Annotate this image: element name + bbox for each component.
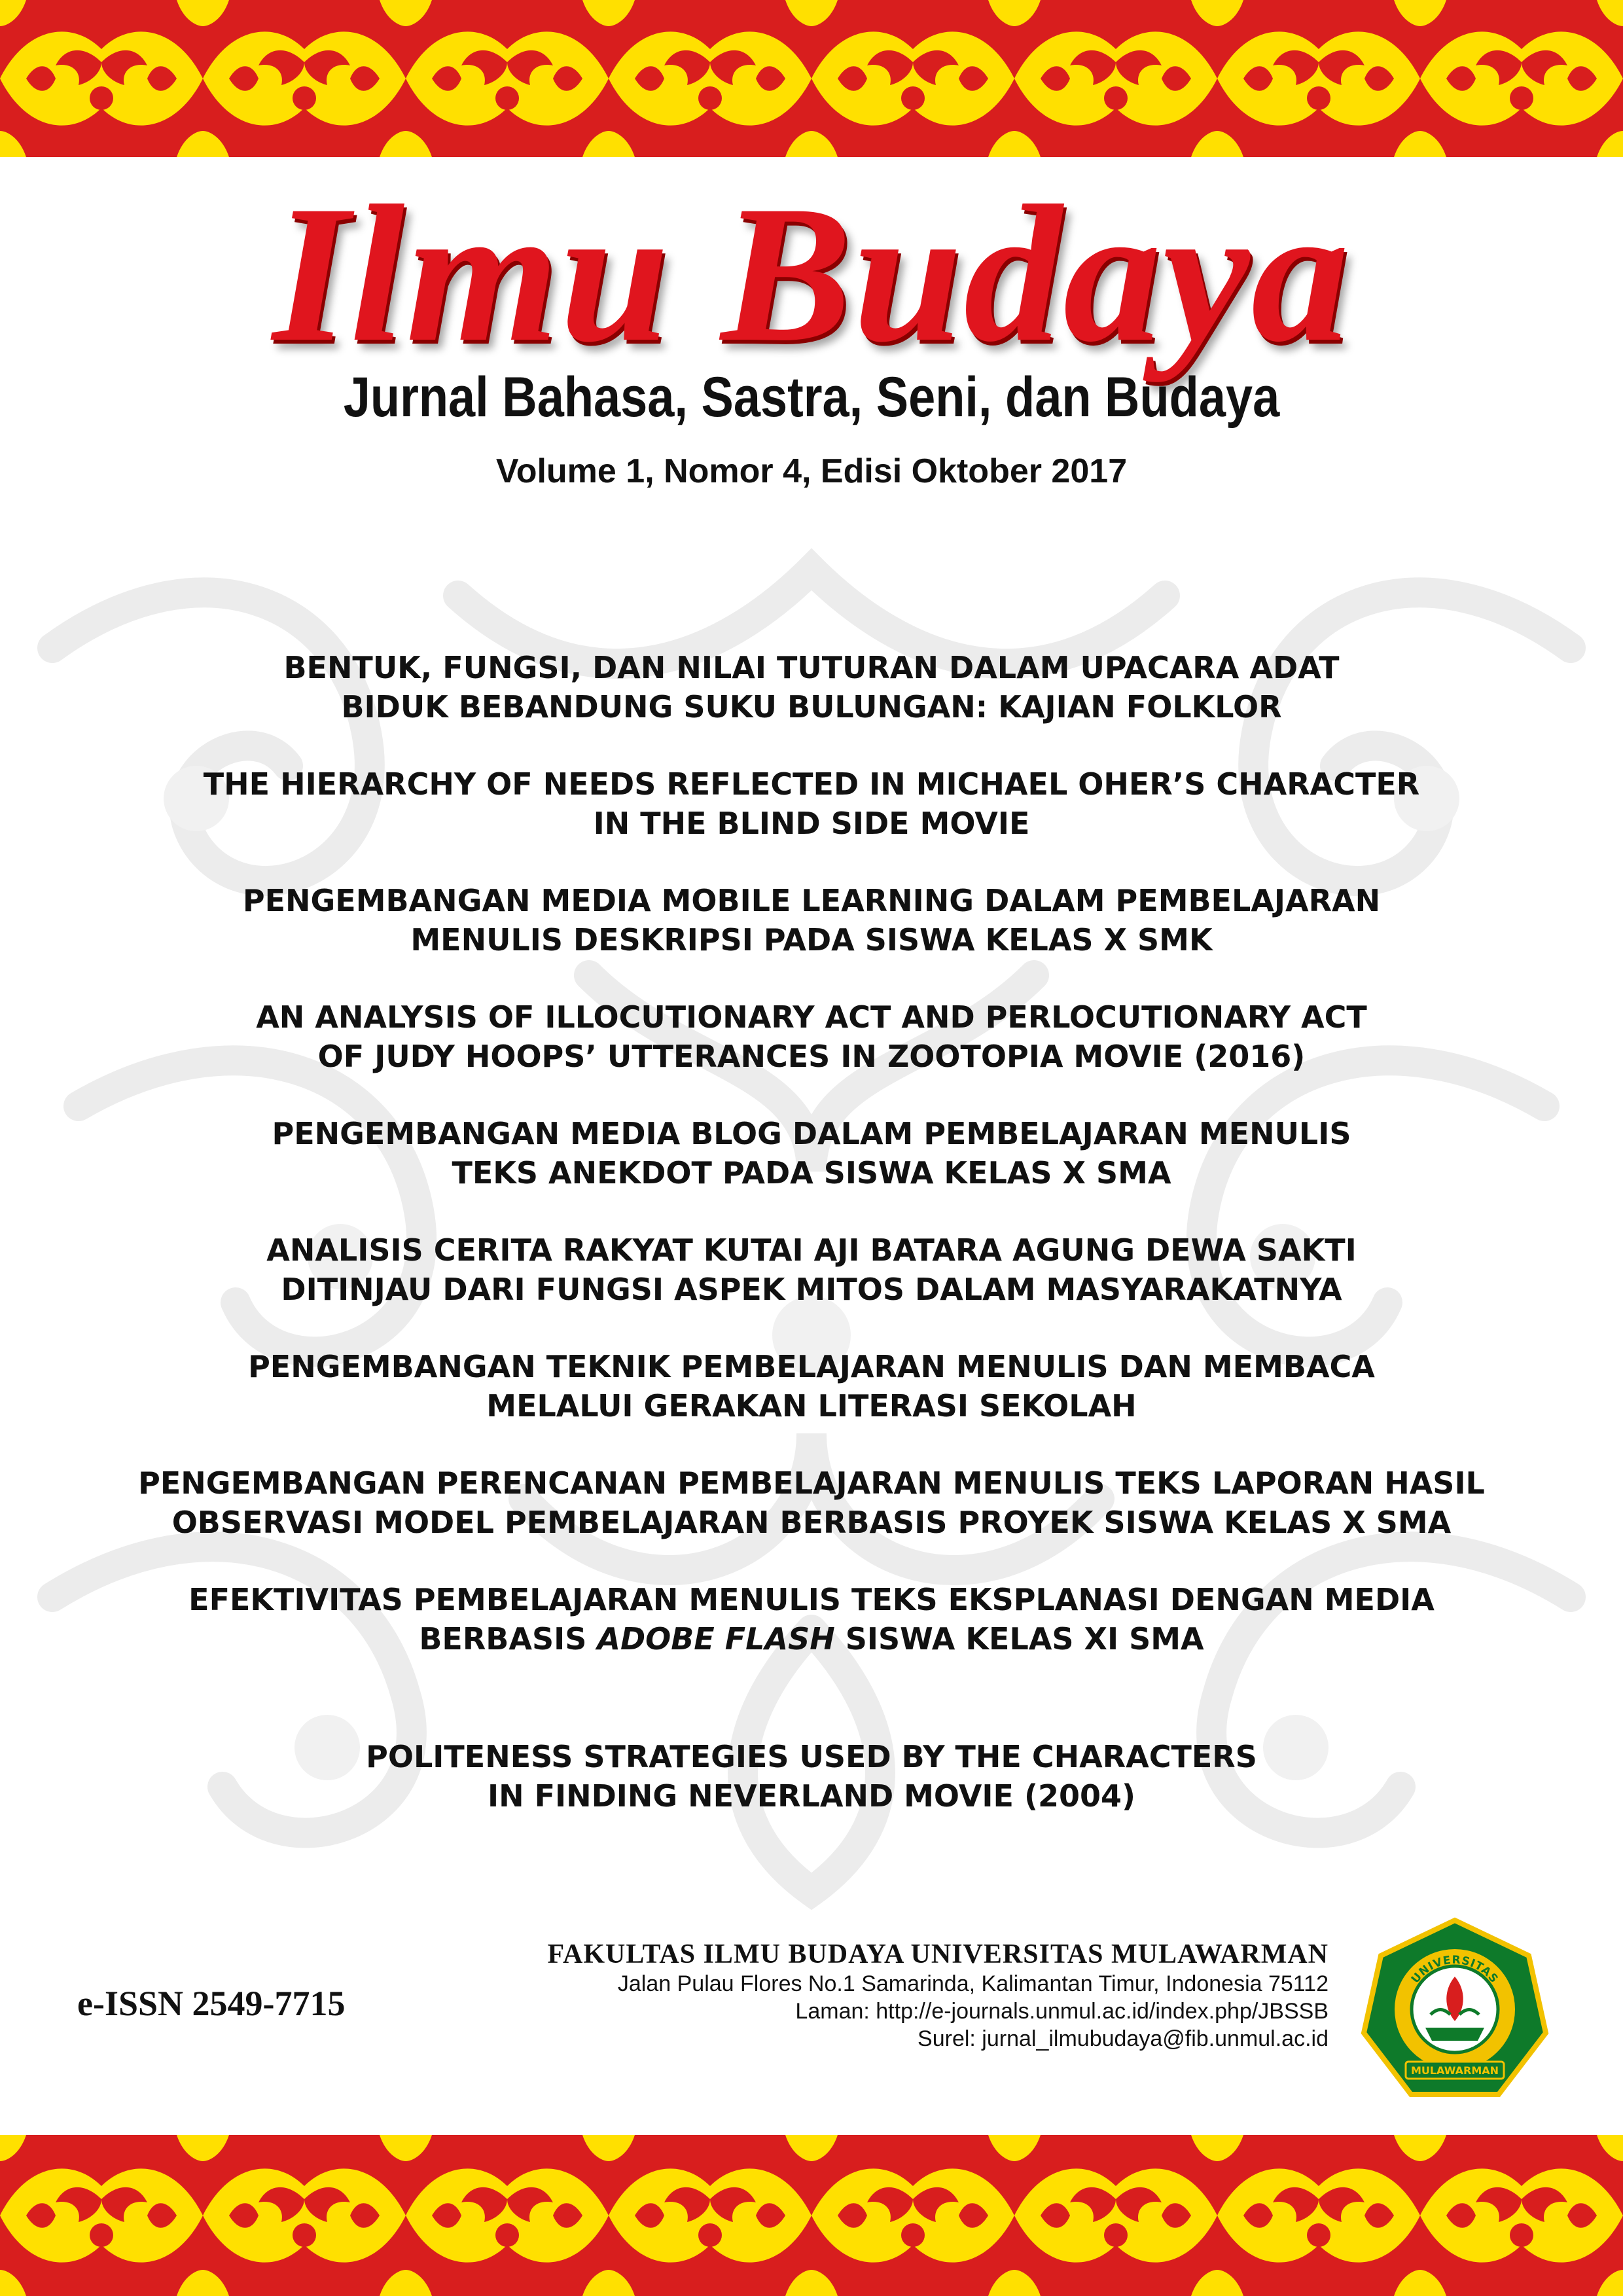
university-crest-icon [1360,1916,1550,2106]
article-line-part: SISWA KELAS XI SMA [834,1621,1204,1657]
article-line-part: BERBASIS [419,1621,597,1657]
issue-info: Volume 1, Nomor 4, Edisi Oktober 2017 [495,452,1128,490]
article-line: DITINJAU DARI FUNGSI ASPEK MITOS DALAM MASYARAKATNYA [281,1272,1342,1307]
article-title [92,1737,1531,1816]
article-line: PENGEMBANGAN PERENCANAN PEMBELAJARAN MENULIS TEKS LAPORAN HASIL [138,1465,1485,1501]
article-line: TEKS ANEKDOT PADA SISWA KELAS X SMA [452,1155,1171,1191]
article-line [92,1619,1531,1659]
article-list [92,648,1531,1854]
publisher-block [547,1939,1329,2053]
article-line: BIDUK BEBANDUNG SUKU BULUNGAN: KAJIAN FOLKLOR [341,689,1282,725]
bottom-ornament-band [0,2135,1623,2296]
crest-top-text: UNIVERSITAS [1408,1953,1501,1986]
article-title [92,1230,1531,1309]
article-title [92,1580,1531,1659]
article-line: PENGEMBANGAN MEDIA BLOG DALAM PEMBELAJARAN MENULIS [272,1116,1351,1151]
article-line: IN FINDING NEVERLAND MOVIE (2004) [487,1778,1136,1814]
article-line: BENTUK, FUNGSI, DAN NILAI TUTURAN DALAM UPACARA ADAT [283,650,1340,685]
article-title [92,1114,1531,1193]
article-title [92,764,1531,843]
article-line: IN THE BLIND SIDE MOVIE [593,806,1030,841]
article-line: PENGEMBANGAN MEDIA MOBILE LEARNING DALAM PEMBELAJARAN [242,883,1381,918]
crest-bottom-text: MULAWARMAN [1410,2064,1499,2077]
article-line: AN ANALYSIS OF ILLOCUTIONARY ACT AND PERLOCUTIONARY ACT [256,999,1367,1035]
article-line-italic: ADOBE FLASH [597,1621,835,1657]
article-title [92,881,1531,960]
journal-subtitle: Jurnal Bahasa, Sastra, Seni, dan Budaya [343,366,1280,429]
article-line: ANALISIS CERITA RAKYAT KUTAI AJI BATARA AGUNG DEWA SAKTI [266,1232,1357,1268]
article-line: MENULIS DESKRIPSI PADA SISWA KELAS X SMK [410,922,1213,958]
publisher-email: Surel: jurnal_ilmubudaya@fib.unmul.ac.id [918,2026,1329,2051]
ornament-bottom-icon [0,2135,1623,2296]
journal-title: Ilmu Budaya [272,165,1351,382]
publisher-address: Jalan Pulau Flores No.1 Samarinda, Kalimantan Timur, Indonesia 75112 [617,1971,1329,1996]
article-line: OF JUDY HOOPS’ UTTERANCES IN ZOOTOPIA MOVIE (2016) [317,1039,1306,1074]
ornament-top-icon [0,0,1623,157]
article-title [92,1347,1531,1426]
article-line: PENGEMBANGAN TEKNIK PEMBELAJARAN MENULIS DAN MEMBACA [248,1349,1375,1384]
publisher-website: Laman: http://e-journals.unmul.ac.id/index.php/JBSSB [795,1999,1329,2024]
publisher-name: FAKULTAS ILMU BUDAYA UNIVERSITAS MULAWARMAN [547,1939,1329,1969]
article-line: THE HIERARCHY OF NEEDS REFLECTED IN MICHAEL OHER’S CHARACTER [203,766,1420,802]
article-line: POLITENESS STRATEGIES USED BY THE CHARACTERS [366,1739,1257,1774]
article-line: EFEKTIVITAS PEMBELAJARAN MENULIS TEKS EKSPLANASI DENGAN MEDIA [188,1582,1435,1617]
issn: e-ISSN 2549-7715 [77,1984,346,2023]
article-title [92,1463,1531,1542]
article-line: MELALUI GERAKAN LITERASI SEKOLAH [486,1388,1137,1424]
article-title [92,648,1531,726]
article-line: OBSERVASI MODEL PEMBELAJARAN BERBASIS PROYEK SISWA KELAS X SMA [171,1505,1452,1540]
top-ornament-band [0,0,1623,157]
article-title [92,997,1531,1076]
